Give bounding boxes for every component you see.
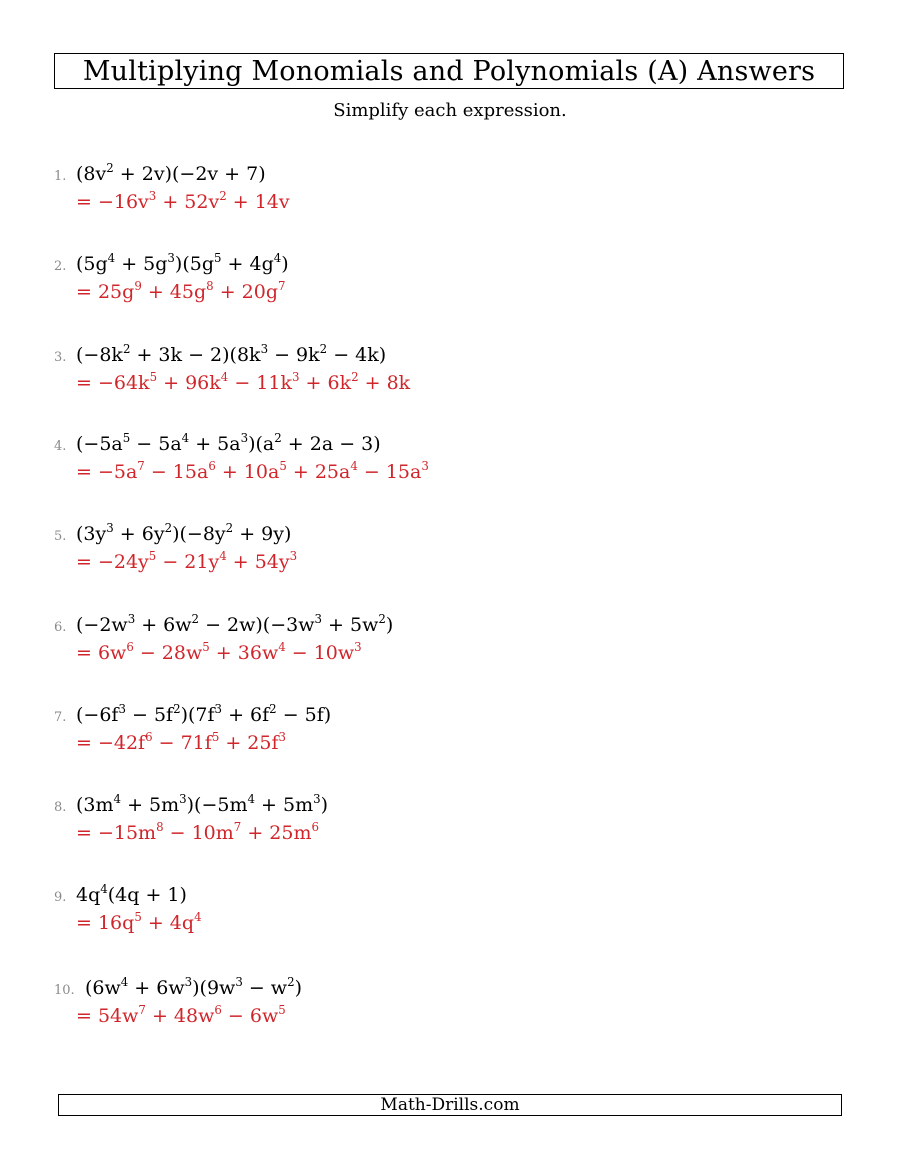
problem-number: 10. [54, 983, 75, 998]
problem-9 [54, 882, 814, 935]
problem-number: 7. [54, 710, 67, 725]
problem-answer: = $54w^7 + 48w^6 - 6w^5$ [76, 1002, 286, 1027]
problem-7 [54, 702, 814, 755]
problem-answer: = $-15m^8 - 10m^7 + 25m^6$ [76, 819, 319, 844]
problem-answer: = $-16v^3 + 52v^2 + 14v$ [76, 188, 290, 213]
problem-question: $(5g^4 + 5g^3)(5g^5 + 4g^4)$ [76, 250, 289, 275]
problem-2 [54, 251, 814, 304]
problem-question: $(-2w^3 + 6w^2 - 2w)(-3w^3 + 5w^2)$ [76, 611, 394, 636]
problem-1 [54, 161, 814, 214]
problem-10 [54, 975, 814, 1028]
problem-number: 3. [54, 350, 67, 365]
instructions: Simplify each expression. [333, 100, 567, 121]
problem-question: $(-5a^5 - 5a^4 + 5a^3)(a^2 + 2a - 3)$ [76, 430, 381, 455]
problem-question: $(8v^2 + 2v)(-2v + 7)$ [76, 160, 266, 185]
problem-number: 8. [54, 800, 67, 815]
problem-answer: = $6w^6 - 28w^5 + 36w^4 - 10w^3$ [76, 639, 362, 664]
problem-4 [54, 431, 814, 484]
problem-answer: = $-64k^5 + 96k^4 - 11k^3 + 6k^2 + 8k$ [76, 369, 411, 394]
problem-3 [54, 342, 814, 395]
problem-answer: = $-5a^7 - 15a^6 + 10a^5 + 25a^4 - 15a^3$ [76, 458, 429, 483]
problem-number: 9. [54, 890, 67, 905]
problem-6 [54, 612, 814, 665]
problem-question: $(-8k^2 + 3k - 2)(8k^3 - 9k^2 - 4k)$ [76, 341, 387, 366]
problem-answer: = $-24y^5 - 21y^4 + 54y^3$ [76, 548, 298, 573]
problem-answer: = $25g^9 + 45g^8 + 20g^7$ [76, 278, 286, 303]
problem-number: 6. [54, 620, 67, 635]
problem-question: $(6w^4 + 6w^3)(9w^3 - w^2)$ [85, 974, 302, 999]
problem-8 [54, 792, 814, 845]
problem-question: $4q^4(4q + 1)$ [76, 881, 187, 906]
problem-number: 1. [54, 169, 67, 184]
problem-question: $(3m^4 + 5m^3)(-5m^4 + 5m^3)$ [76, 791, 329, 816]
problem-question: $(-6f^3 - 5f^2)(7f^3 + 6f^2 - 5f)$ [76, 701, 332, 726]
problem-answer: = $-42f^6 - 71f^5 + 25f^3$ [76, 729, 287, 754]
problem-5 [54, 521, 814, 574]
problem-answer: = $16q^5 + 4q^4$ [76, 909, 202, 934]
page-title: Multiplying Monomials and Polynomials (A) Answers [54, 53, 844, 89]
problem-number: 4. [54, 439, 67, 454]
problem-question: $(3y^3 + 6y^2)(-8y^2 + 9y)$ [76, 520, 292, 545]
problem-number: 2. [54, 259, 67, 274]
problem-number: 5. [54, 529, 67, 544]
footer-credit: Math-Drills.com [58, 1094, 842, 1116]
